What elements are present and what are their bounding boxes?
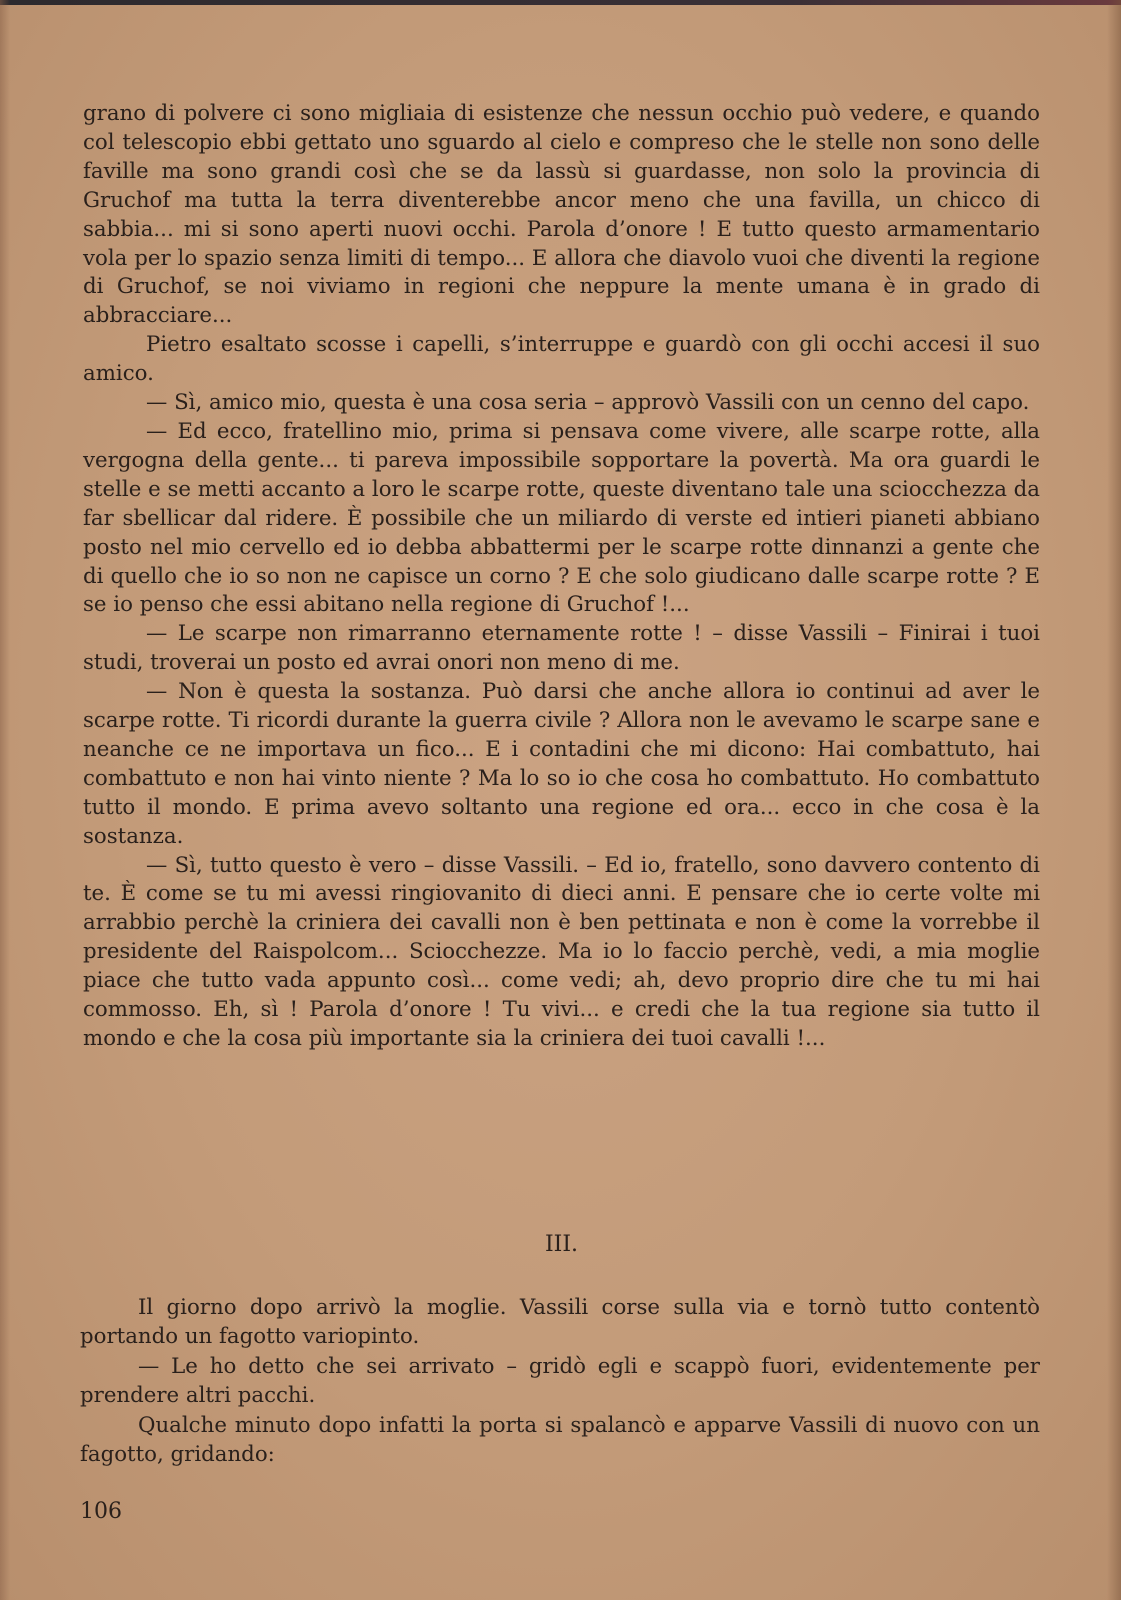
paragraph: — Sì, amico mio, questa è una cosa seria – approvò Vassili con un cenno del capo.	[146, 390, 1030, 416]
paragraph: Il giorno dopo arrivò la moglie. Vassili corse sulla via e tornò tutto contentò portando un fagotto variopinto.	[80, 1295, 1040, 1350]
paragraph: — Non è questa la sostanza. Può darsi che anche allora io continui ad aver le scarpe rotte. Ti ricordi durante la guerra civile ? Allora non le avevamo le scarpe sane e neanche ce ne importava un fico... E i contadini che mi dicono: Hai combattuto, hai combattuto e non hai vinto niente ? Ma lo so io che cosa ho combattuto. Ho combattuto tutto il mondo. E prima avevo soltanto una regione ed ora... ecco in che cosa è la sostanza.	[83, 679, 1040, 849]
paragraph: — Sì, tutto questo è vero – disse Vassili. – Ed io, fratello, sono davvero contento di te. È come se tu mi avessi ringiovanito di dieci anni. E pensare che io certe volte mi arrabbio perchè la criniera dei cavalli non è ben pettinata e non è come la vorrebbe il presidente del Raispolcom... Sciocchezze. Ma io lo faccio perchè, vedi, a mia moglie piace che tutto vada appunto così... come vedi; ah, devo proprio dire che tu mi hai commosso. Eh, sì ! Parola d’onore ! Tu vivi... e credi che la tua regione sia tutto il mondo e che la cosa più importante sia la criniera dei tuoi cavalli !...	[83, 852, 1040, 1051]
chapter-heading: III.	[544, 1232, 579, 1257]
paragraph: — Le ho detto che sei arrivato – gridò egli e scappò fuori, evidentemente per prendere altri pacchi.	[80, 1353, 1040, 1409]
paragraph: — Le scarpe non rimarranno eternamente rotte ! – disse Vassili – Finirai i tuoi studi, troverai un posto ed avrai onori non meno di me.	[83, 621, 1040, 676]
page-right-shadow	[1107, 0, 1121, 1600]
paragraph: Pietro esaltato scosse i capelli, s’interruppe e guardò con gli occhi accesi il suo amico.	[83, 332, 1040, 387]
paragraph: Qualche minuto dopo infatti la porta si spalancò e apparve Vassili di nuovo con un fagotto, gridando:	[80, 1412, 1040, 1468]
page-number: 106	[80, 1499, 122, 1524]
page-top-edge	[0, 0, 1121, 5]
chapter-text	[80, 1293, 1040, 1469]
paragraph: — Ed ecco, fratellino mio, prima si pensava come vivere, alle scarpe rotte, alla vergogna della gente... ti pareva impossibile sopportare la povertà. Ma ora guardi le stelle e se metti accanto a loro le scarpe rotte, queste diventano tale una sciocchezza da far sbellicar dal ridere. È possibile che un miliardo di verste ed intieri pianeti abbiano posto nel mio cervello ed io debba abbattermi per le scarpe rotte dinnanzi a gente che di quello che io so non ne capisce un corno ? E che solo giudicano dalle scarpe rotte ? E se io penso che essi abitano nella regione di Gruchof !...	[83, 418, 1040, 618]
body-text	[83, 100, 1040, 1054]
page-left-shadow	[0, 0, 10, 1600]
paragraph: grano di polvere ci sono migliaia di esistenze che nessun occhio può vedere, e quando col telescopio ebbi gettato uno sguardo al cielo e compreso che le stelle non sono delle faville ma sono grandi così che se da lassù si guardasse, non solo la provincia di Gruchof ma tutta la terra diventerebbe ancor meno che una favilla, un chicco di sabbia... mi si sono aperti nuovi occhi. Parola d’onore ! E tutto questo armamentario vola per lo spazio senza limiti di tempo... E allora che diavolo vuoi che diventi la regione di Gruchof, se noi viviamo in regioni che neppure la mente umana è in grado di abbracciare...	[83, 101, 1040, 329]
